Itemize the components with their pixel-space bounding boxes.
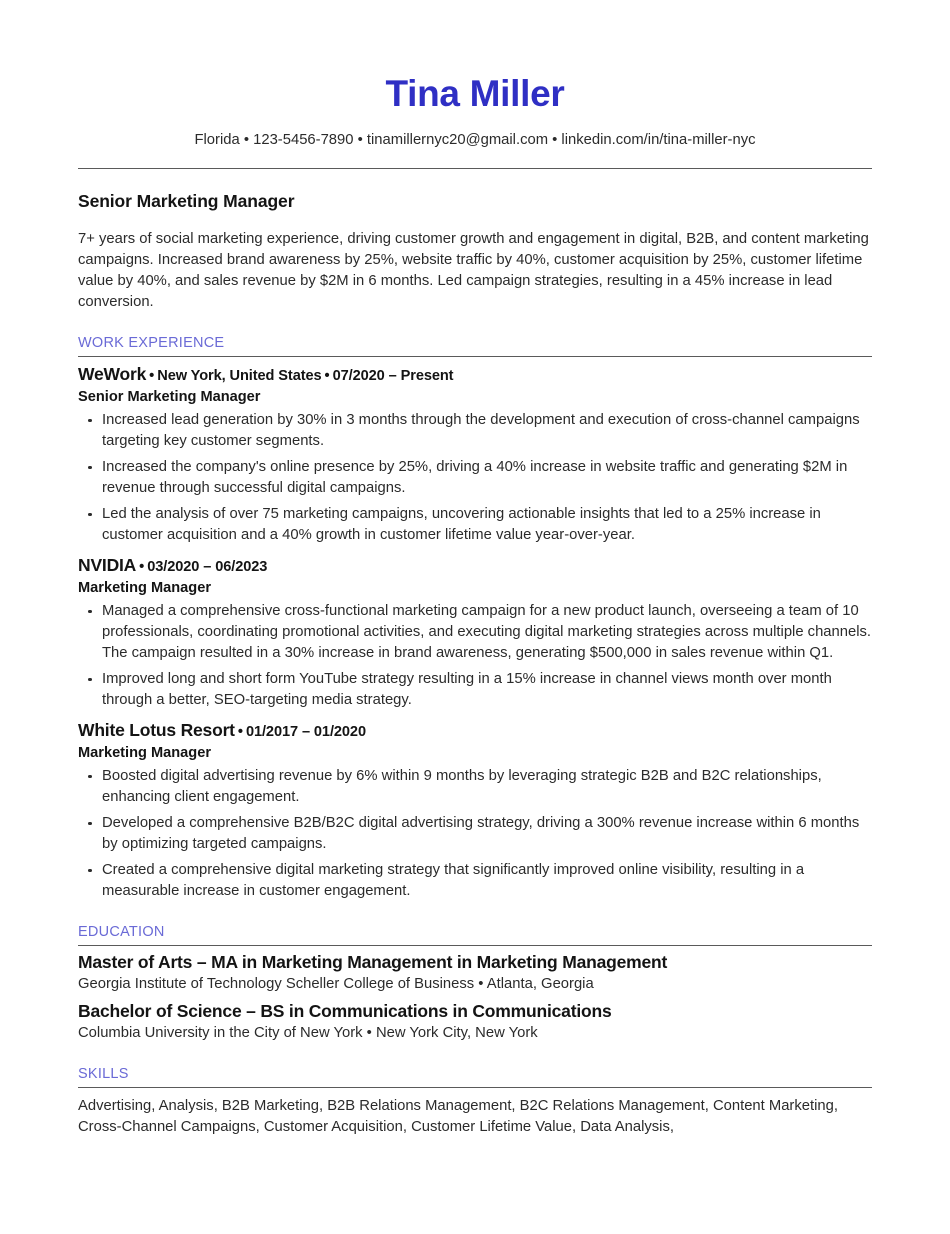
experience-entry-header: [78, 555, 872, 577]
section-work-experience: [78, 335, 872, 902]
achievement-list: [78, 410, 872, 546]
degree-title: Master of Arts – MA in Marketing Management in Marketing Management: [78, 952, 668, 973]
employment-dates: 07/2020 – Present: [332, 368, 454, 385]
employment-dates: 01/2017 – 01/2020: [245, 724, 366, 741]
meta-separator: •: [237, 724, 243, 741]
meta-separator: •: [139, 559, 145, 576]
experience-entry-header: [78, 720, 872, 742]
employment-dates: 03/2020 – 06/2023: [147, 559, 268, 576]
school-name: Georgia Institute of Technology Scheller College of Business • Atlanta, Georgia: [78, 976, 594, 993]
achievement-item: Led the analysis of over 75 marketing campaigns, uncovering actionable insights that led to a 25% increase in customer acquisition and a 40% growth in customer lifetime value year-over-year.: [78, 504, 872, 546]
achievement-item: Created a comprehensive digital marketing strategy that significantly improved online visibility, resulting in a measurable increase in customer engagement.: [78, 860, 872, 902]
achievement-item: Improved long and short form YouTube strategy resulting in a 15% increase in channel views month over month through a better, SEO-targeting media strategy.: [78, 669, 872, 711]
achievement-list: [78, 766, 872, 902]
education-entry: [78, 1001, 872, 1044]
achievement-list: [78, 601, 872, 711]
section-divider-work: [78, 356, 872, 357]
degree-title: Bachelor of Science – BS in Communications in Communications: [78, 1001, 612, 1022]
meta-separator: •: [149, 368, 155, 385]
job-title: Marketing Manager: [78, 745, 211, 762]
achievement-item: Managed a comprehensive cross-functional marketing campaign for a new product launch, overseeing a team of 10 professionals, coordinating promotional activities, and executing digital marketing strategies across multiple channels. The campaign resulted in a 30% increase in brand awareness, generating $500,000 in sales revenue within Q1.: [78, 601, 872, 664]
experience-entry: [78, 555, 872, 711]
employer-name: White Lotus Resort: [78, 720, 235, 741]
professional-summary: 7+ years of social marketing experience, driving customer growth and engagement in digital, B2B, and content marketing campaigns. Increased brand awareness by 25%, website traffic by 40%, customer acquisition by 25%, customer lifetime value by 40%, and sales revenue by $2M in 6 months. Led campaign strategies, resulting in a 45% increase in lead conversion.: [78, 230, 869, 311]
header-divider: [78, 168, 872, 169]
section-skills: [78, 1066, 872, 1138]
achievement-item: Increased lead generation by 30% in 3 months through the development and execution of cross-channel campaigns targeting key customer segments.: [78, 410, 872, 452]
professional-headline: Senior Marketing Manager: [78, 190, 295, 211]
experience-entry: [78, 364, 872, 546]
school-name: Columbia University in the City of New York • New York City, New York: [78, 1024, 538, 1041]
education-entry: [78, 952, 872, 995]
job-title: Marketing Manager: [78, 580, 211, 597]
achievement-item: Boosted digital advertising revenue by 6% within 9 months by leveraging strategic B2B and B2C relationships, enhancing client engagement.: [78, 766, 872, 808]
section-divider-education: [78, 945, 872, 946]
experience-entry: [78, 720, 872, 902]
employer-name: WeWork: [78, 364, 147, 385]
employer-name: NVIDIA: [78, 555, 137, 576]
section-title-skills: SKILLS: [78, 1065, 129, 1082]
experience-entry-header: [78, 364, 872, 386]
section-education: [78, 924, 872, 1044]
section-title-education: EDUCATION: [78, 924, 165, 941]
candidate-name: Tina Miller: [385, 73, 565, 114]
section-divider-skills: [78, 1087, 872, 1088]
meta-separator: •: [324, 368, 330, 385]
contact-line: Florida • 123-5456-7890 • tinamillernyc20@gmail.com • linkedin.com/in/tina-miller-nyc: [194, 131, 756, 148]
achievement-item: Increased the company's online presence by 25%, driving a 40% increase in website traffic and generating $2M in revenue through successful digital campaigns.: [78, 457, 872, 499]
achievement-item: Developed a comprehensive B2B/B2C digital advertising strategy, driving a 300% revenue increase within 6 months by optimizing targeted campaigns.: [78, 813, 872, 855]
job-title: Senior Marketing Manager: [78, 389, 261, 406]
employer-location: New York, United States: [157, 368, 322, 385]
skills-list: Advertising, Analysis, B2B Marketing, B2B Relations Management, B2C Relations Management, Content Marketing, Cross-Channel Campaigns, Customer Acquisition, Customer Lifetime Value, Data Analysis,: [78, 1097, 838, 1135]
section-title-work: WORK EXPERIENCE: [78, 335, 225, 352]
